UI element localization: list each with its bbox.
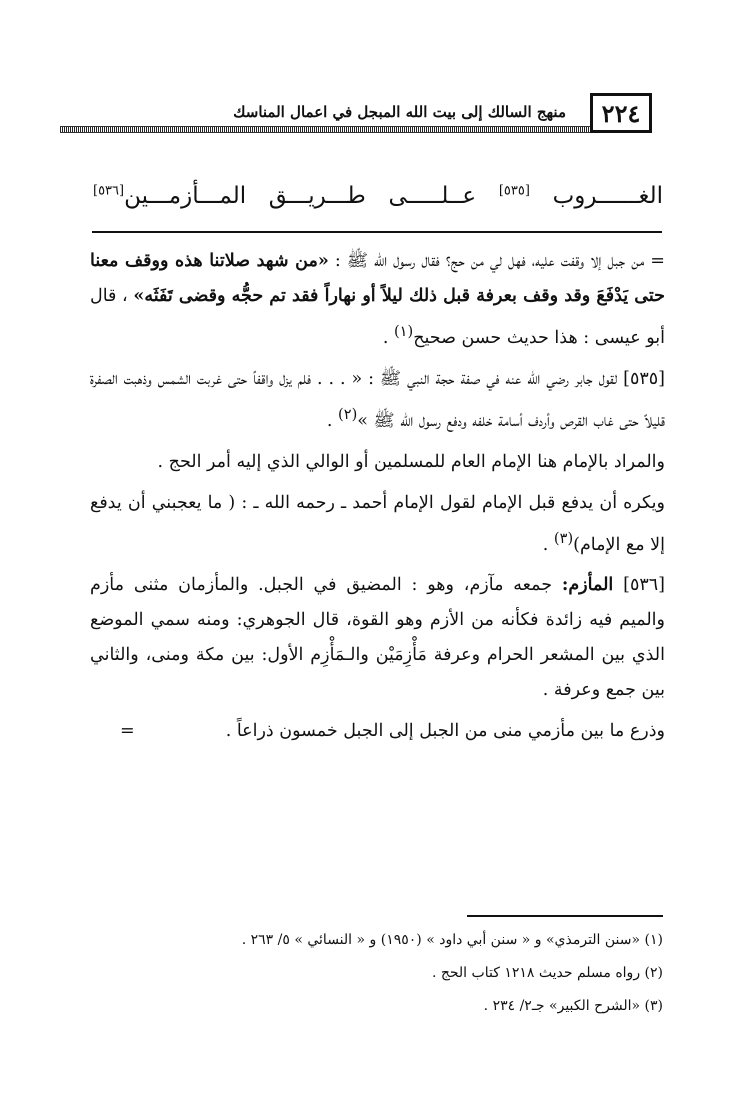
para-536-headword: المأزم: — [561, 575, 614, 596]
running-title: منهج السالك إلى بيت الله المبجل في اعمال المناسك — [233, 103, 566, 121]
para1-bold-hadith: «من شهد صلاتنا هذه ووقف معنا حتى يَدْفَعَ وقد وقف بعرفة قبل ذلك ليلاً أو نهاراً فقد تم حجُّه وقضى تَفَثَه» — [90, 251, 665, 306]
matn-part2: عــلـــــى طـــريـــق المـــأزمـــين — [124, 183, 477, 209]
para-hadith-continued: = من جبل إلا وقفت عليه، فهل لي من حج؟ فقال رسول الله ﷺ : «من شهد صلاتنا هذه ووقف معنا حتى يَدْفَعَ وقد وقف بعرفة قبل ذلك ليلاً أو نهاراً فقد تم حجُّه وقضى تَفَثَه» ، قال أبو عيسى : هذا حديث حسن صحيح$^{(١)}$ . — [90, 251, 665, 348]
matn-line — [93, 183, 663, 209]
para-makruh-text: ويكره أن يدفع قبل الإمام لقول الإمام أحمد ـ رحمه الله ـ : ( ما يعجبني أن يدفع إلا مع الإمام) — [90, 492, 665, 555]
footnote-1: (١) «سنن الترمذي» و « سنن أبي داود » (١٩٥٠) و « النسائي » ٥/ ٢٦٣ . — [241, 932, 663, 948]
footnote-3: (٣) «الشرح الكبير» جـ٢/ ٢٣٤ . — [483, 998, 663, 1014]
matn-divider — [92, 231, 662, 233]
para-makruh: ويكره أن يدفع قبل الإمام لقول الإمام أحمد ـ رحمه الله ـ : ( ما يعجبني أن يدفع إلا مع الإمام)$^{(٣)}$ . — [90, 492, 665, 555]
para-imam-text: والمراد بالإمام هنا الإمام العام للمسلمين أو الوالي الذي إليه أمر الحج . — [157, 451, 665, 472]
running-header — [60, 93, 652, 135]
para-536-number: [٥٣٦] — [623, 575, 665, 596]
para-536 — [90, 568, 665, 708]
para1-tail: ، قال أبو عيسى : هذا حديث حسن صحيح — [90, 286, 665, 348]
matn-part1: الغــــــروب — [552, 183, 664, 209]
header-rule — [60, 126, 590, 133]
para-535-text: لقول جابر رضي الله عنه في صفة حجة النبي ﷺ : « . . . فلم يزل واقفاً حتى غربت الشمس وذهبت الصفرة قليلاً حتى غاب القرص وأردف أسامة خلفه ودفع رسول الله ﷺ » — [90, 368, 665, 431]
para-536-text: جمعه مآزم، وهو : المضيق في الجبل. والمأزمان مثنى مأزم والميم فيه زائدة فكأنه من الأزم وهو القوة، قال الجوهري: ومنه سمي الموضع الذي بين المشعر الحرام وعرفة مَأْزِمَيْن والـمَأْزِم الأول: بين مكة ومنى، والثاني بين جمع وعرفة . — [90, 575, 665, 701]
footnote-ref-1: (١) — [393, 323, 414, 340]
matn-ref-535: [٥٣٥] — [498, 183, 530, 199]
footnote-2: (٢) رواه مسلم حديث ١٢١٨ كتاب الحج . — [431, 965, 663, 981]
para-535-number: [٥٣٥] — [623, 368, 665, 389]
footnote-ref-2: (٢) — [338, 405, 358, 423]
commentary — [90, 244, 665, 749]
page-number: ٢٢٤ — [590, 93, 652, 133]
matn-ref-536: [٥٣٦] — [93, 183, 125, 199]
para-dhar-text: وذرع ما بين مأزمي منى من الجبل إلى الجبل خمسون ذراعاً . — [225, 721, 665, 742]
para-imam — [90, 445, 665, 480]
para-dhar — [90, 714, 665, 749]
para1-line1: = من جبل إلا وقفت عليه، فهل لي من حج؟ فقال رسول الله ﷺ : — [334, 251, 665, 271]
footnote-ref-3: (٣) — [553, 529, 574, 547]
footnote-divider — [467, 915, 663, 917]
continuation-mark: = — [120, 721, 135, 742]
footnotes — [103, 924, 663, 1023]
para-535: [٥٣٥] لقول جابر رضي الله عنه في صفة حجة النبي ﷺ : « . . . فلم يزل واقفاً حتى غربت الشمس وذهبت الصفرة قليلاً حتى غاب القرص وأردف أسامة خلفه ودفع رسول الله ﷺ »$^{(٢)}$ . — [90, 368, 665, 431]
